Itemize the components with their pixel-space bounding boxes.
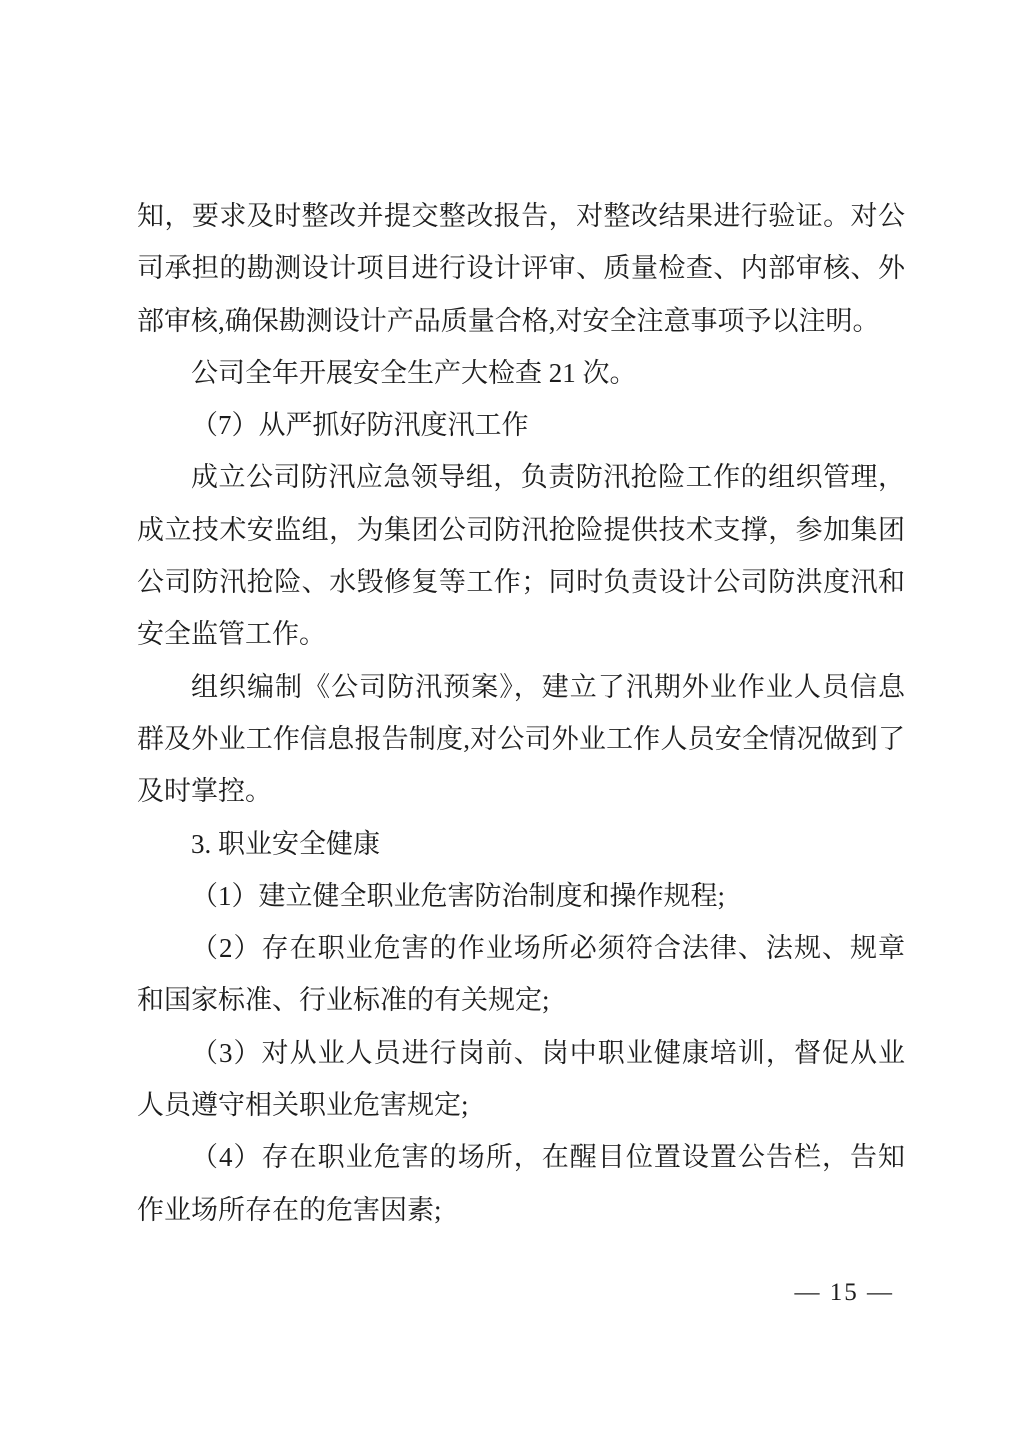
list-item-1: （1）建立健全职业危害防治制度和操作规程;: [191, 880, 726, 911]
body-text-block: [137, 190, 905, 1236]
list-item-3: （3）对从业人员进行岗前、岗中职业健康培训，督促从业人员遵守相关职业危害规定;: [137, 1037, 905, 1121]
body-paragraph: 组织编制《公司防汛预案》，建立了汛期外业作业人员信息群及外业工作信息报告制度,对公司外业工作人员安全情况做到了及时掌控。: [137, 671, 905, 807]
list-item-2: （2）存在职业危害的作业场所必须符合法律、法规、规章和国家标准、行业标准的有关规定;: [137, 933, 905, 1016]
section-heading-3: 3. 职业安全健康: [191, 828, 380, 859]
body-paragraph: 知，要求及时整改并提交整改报告，对整改结果进行验证。对公司承担的勘测设计项目进行设计评审、质量检查、内部审核、外部审核,确保勘测设计产品质量合格,对安全注意事项予以注明。: [137, 201, 905, 336]
section-heading-7: （7）从严抓好防汛度汛工作: [191, 410, 529, 441]
page-number: — 15 —: [794, 1279, 894, 1306]
body-paragraph: 公司全年开展安全生产大检查 21 次。: [191, 357, 637, 388]
list-item-4: （4）存在职业危害的场所，在醒目位置设置公告栏，告知作业场所存在的危害因素;: [137, 1142, 905, 1225]
body-paragraph: 成立公司防汛应急领导组，负责防汛抢险工作的组织管理，成立技术安监组，为集团公司防汛抢险提供技术支撑，参加集团公司防汛抢险、水毁修复等工作；同时负责设计公司防洪度汛和安全监管工作。: [137, 462, 905, 650]
